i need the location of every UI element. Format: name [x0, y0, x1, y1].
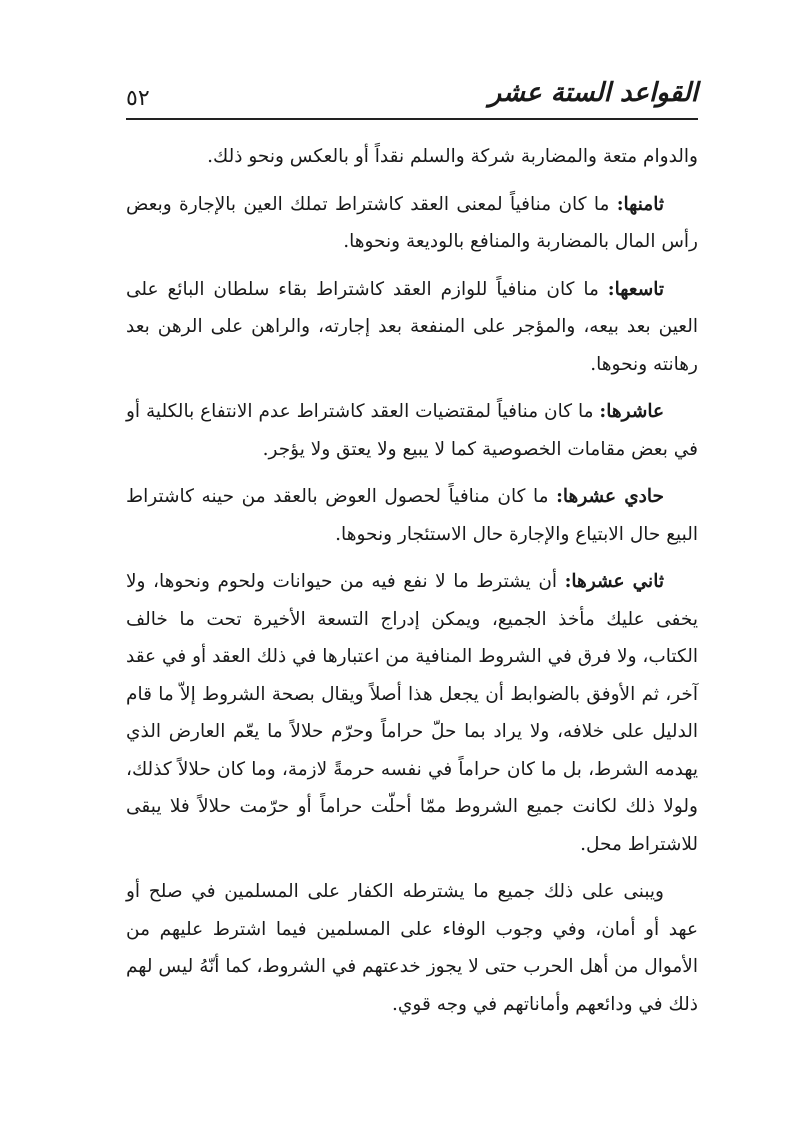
paragraph-text: ما كان منافياً لمعنى العقد كاشتراط تملك العين بالإجارة وبعض رأس المال بالمضاربة والمنافع بالوديعة ونحوها.	[126, 193, 698, 252]
page-number: ٥٢	[126, 86, 150, 111]
header-rule	[126, 118, 698, 120]
paragraph-text: ما كان منافياً لحصول العوض بالعقد من حينه كاشتراط البيع حال الابتياع والإجارة حال الاستئجار ونحوها.	[126, 486, 698, 545]
paragraph-text: والدوام متعة والمضاربة شركة والسلم نقداً أو بالعكس ونحو ذلك.	[207, 146, 698, 167]
paragraph-lead: حادي عشرها:	[556, 486, 664, 507]
paragraph-continuation	[126, 138, 698, 176]
paragraph-lead: عاشرها:	[599, 401, 664, 422]
paragraph-text: ما كان منافياً لمقتضيات العقد كاشتراط عدم الانتفاع بالكلية أو في بعض مقامات الخصوصية كما لا يبيع ولا يعتق ولا يؤجر.	[126, 401, 698, 460]
paragraph-eleventh	[126, 478, 698, 553]
paragraph-tenth	[126, 393, 698, 468]
page-header	[126, 72, 698, 118]
paragraph-conclusion	[126, 873, 698, 1023]
paragraph-text: ويبنى على ذلك جميع ما يشترطه الكفار على المسلمين في صلح أو عهد أو أمان، وفي وجوب الوفاء على المسلمين فيما اشترط عليهم من الأموال من أهل الحرب حتى لا يجوز خدعتهم في الشروط، كما أنّهُ ليس لهم ذلك في ودائعهم وأماناتهم في وجه قوي.	[126, 881, 698, 1015]
page-body	[126, 138, 698, 1033]
paragraph-twelfth	[126, 563, 698, 863]
paragraph-lead: تاسعها:	[607, 278, 664, 300]
paragraph-ninth	[126, 271, 698, 384]
paragraph-text: ما كان منافياً للوازم العقد كاشتراط بقاء سلطان البائع على العين بعد بيعه، والمؤجر على المنفعة بعد إجارته، والراهن على الرهن بعد رهانته ونحوها.	[126, 278, 698, 375]
paragraph-lead: ثامنها:	[616, 193, 664, 215]
paragraph-lead: ثاني عشرها:	[564, 571, 664, 592]
running-title: القواعد الستة عشر	[488, 78, 698, 108]
paragraph-text: أن يشترط ما لا نفع فيه من حيوانات ولحوم ونحوها، ولا يخفى عليك مأخذ الجميع، ويمكن إدراج التسعة الأخيرة تحت ما خالف الكتاب، ولا فرق في الشروط المنافية من اعتبارها في ذلك العقد أو في عقد آخر، ثم الأوفق بالضوابط أن يجعل هذا أصلاً ويقال بصحة الشروط إلاّ ما قام الدليل على خلافه، ولا يراد بما حلّ حراماً وحرّم حلالاً ما يعّم العارض الذي يهدمه الشرط، بل ما كان حراماً في نفسه حرمةً لازمة، وما كان حلالاً كذلك، ولولا ذلك لكانت جميع الشروط ممّا أحلّت حراماً أو حرّمت حلالاً فلا يبقى للاشتراط محل.	[125, 571, 698, 855]
paragraph-eighth	[126, 186, 698, 261]
